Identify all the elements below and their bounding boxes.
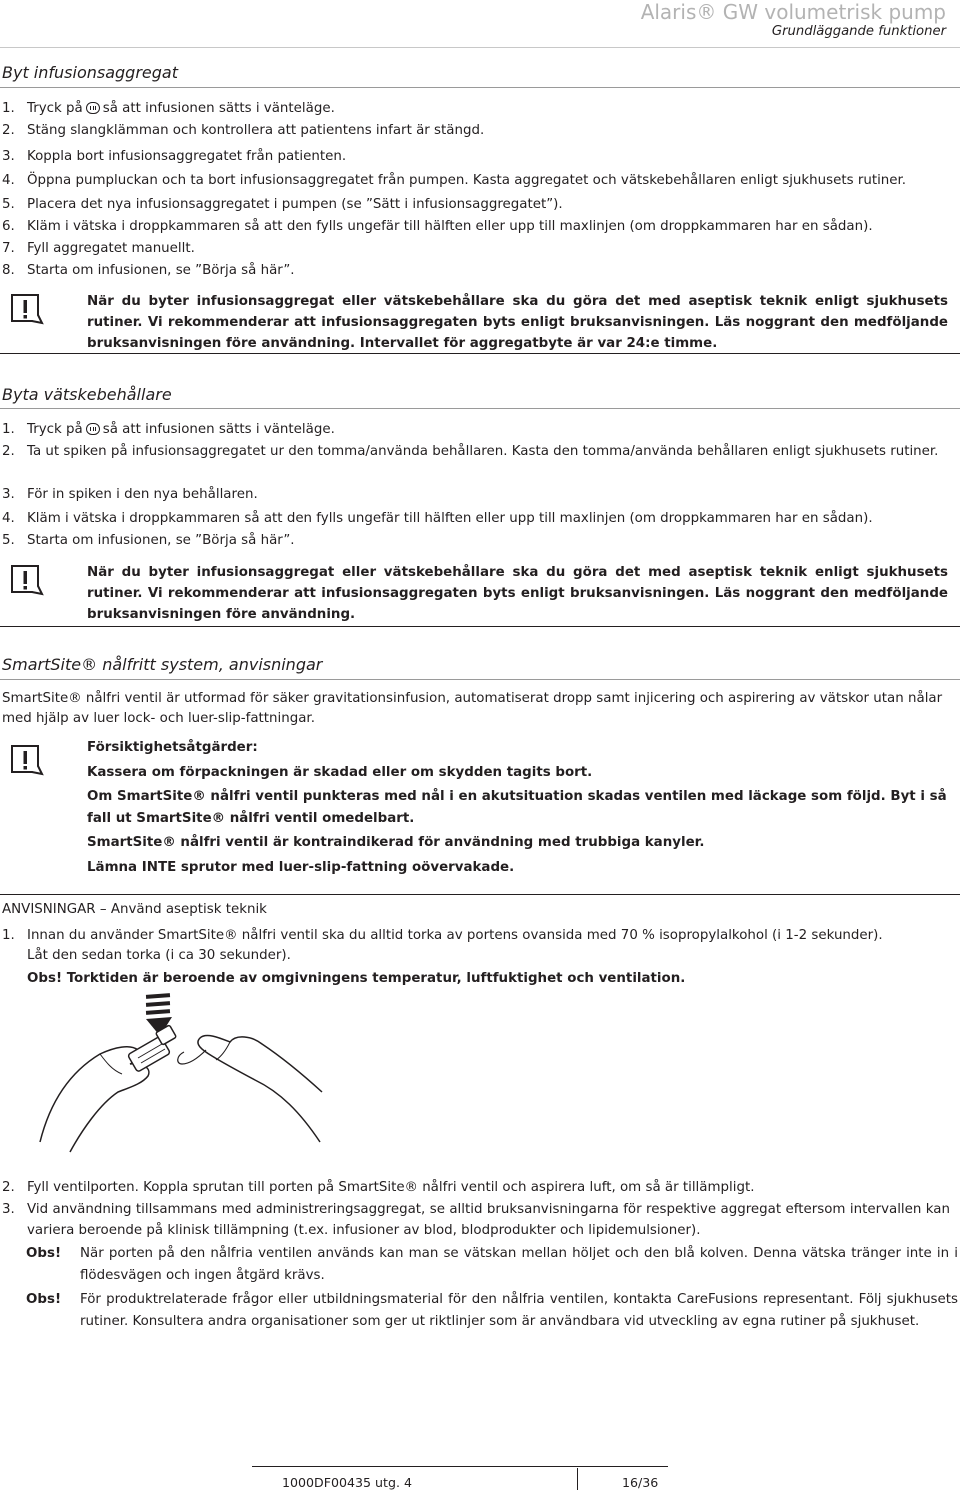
list-item: 5. Starta om infusionen, se ”Börja så här”. bbox=[2, 533, 295, 548]
document-id: 1000DF00435 utg. 4 bbox=[282, 1475, 412, 1490]
section-heading-smartsite: SmartSite® nålfritt system, anvisningar bbox=[2, 655, 323, 674]
list-item: 6. Kläm i vätska i droppkammaren så att den fylls ungefär till hälften eller upp till maxlinjen (om droppkammaren har en sådan). bbox=[2, 219, 873, 234]
section-heading-byta-vatskebehallare: Byta vätskebehållare bbox=[2, 385, 172, 404]
warning-text: När du byter infusionsaggregat eller vätskebehållare ska du göra det med aseptisk teknik enligt sjukhusets rutiner. Vi rekommenderar att infusionsaggregaten byts enligt bruksanvisningen. Läs noggrant den medföljande bruksanvisningen före användning. bbox=[87, 565, 948, 622]
warning-text: När du byter infusionsaggregat eller vätskebehållare ska du göra det med aseptisk teknik enligt sjukhusets rutiner. Vi rekommenderar att infusionsaggregaten byts enligt bruksanvisningen. Läs noggrant den medföljande bruksanvisningen före användning. Intervallet för aggregatbyte är var 24:e timme. bbox=[87, 294, 948, 351]
disinfection-illustration bbox=[30, 992, 330, 1162]
list-item: 3. Vid användning tillsammans med administreringsaggregat, se alltid bruksanvisningarna för respektive aggregat eftersom intervallen kan variera beroende på klinisk tillämpning (t.ex. infusioner av blod, blodprodukter och lipidemulsioner). bbox=[2, 1202, 950, 1239]
caution-line: Om SmartSite® nålfri ventil punkteras med nål i en akutsituation skadas ventilen med läckage som följd. Byt i så fall ut SmartSite® nålfri ventil omedelbart. bbox=[87, 789, 947, 826]
warning-icon bbox=[10, 564, 44, 598]
list-item: 3. För in spiken i den nya behållaren. bbox=[2, 487, 258, 502]
caution-box bbox=[0, 736, 960, 895]
caution-line: Kassera om förpackningen är skadad eller om skydden tagits bort. bbox=[87, 764, 593, 780]
instructions-title: ANVISNINGAR – Använd aseptisk teknik bbox=[2, 902, 267, 917]
list-item: 7. Fyll aggregatet manuellt. bbox=[2, 241, 195, 256]
pause-button-icon bbox=[86, 423, 100, 435]
warning-box bbox=[0, 556, 960, 627]
obs-note: Obs! För produktrelaterade frågor eller utbildningsmaterial för den nålfria ventilen, kontakta CareFusions representant. Följ sjukhusets rutiner. Konsultera andra organisationer som ger ut riktlinjer som är användbara vid utveckling av egna rutiner på sjukhuset. bbox=[26, 1292, 958, 1329]
section-divider bbox=[0, 87, 960, 88]
list-item: 1. Tryck på så att infusionen sätts i vänteläge. bbox=[2, 101, 335, 116]
list-item: 2. Stäng slangklämman och kontrollera att patientens infart är stängd. bbox=[2, 123, 485, 138]
pause-button-icon bbox=[86, 102, 100, 114]
list-item: 2. Fyll ventilporten. Koppla sprutan till porten på SmartSite® nålfri ventil och aspirera luft, om så är tillämpligt. bbox=[2, 1180, 755, 1195]
list-item-continuation: Låt den sedan torka (i ca 30 sekunder). bbox=[27, 948, 291, 963]
document-title: Alaris® GW volumetrisk pump bbox=[640, 0, 946, 24]
intro-paragraph: SmartSite® nålfri ventil är utformad för säker gravitationsinfusion, automatiserat dropp samt injicering och aspirering av vätskor utan nålar med hjälp av luer lock- och luer-slip-fattningar. bbox=[2, 691, 943, 727]
obs-note: Obs! Torktiden är beroende av omgivningens temperatur, luftfuktighet och ventilation. bbox=[27, 971, 686, 986]
footer-divider bbox=[252, 1466, 668, 1467]
caution-line: SmartSite® nålfri ventil är kontraindikerad för användning med trubbiga kanyler. bbox=[87, 835, 705, 850]
list-item: 2. Ta ut spiken på infusionsaggregatet ur den tomma/använda behållaren. Kasta den tomma/använda behållaren enligt sjukhusets rutiner. bbox=[2, 444, 939, 459]
warning-box bbox=[0, 285, 960, 354]
section-heading-byt-infusionsaggregat: Byt infusionsaggregat bbox=[2, 63, 178, 82]
section-divider bbox=[0, 408, 960, 409]
list-item: 8. Starta om infusionen, se ”Börja så här”. bbox=[2, 263, 295, 278]
document-subtitle: Grundläggande funktioner bbox=[771, 24, 946, 39]
section-divider bbox=[0, 679, 960, 680]
list-item: 1. Innan du använder SmartSite® nålfri ventil ska du alltid torka av portens ovansida med 70 % isopropylalkohol (i 1-2 sekunder). bbox=[2, 928, 883, 943]
obs-note: Obs! När porten på den nålfria ventilen används kan man se vätskan mellan höljet och den blå kolven. Denna vätska tränger inte in i flödesvägen och ingen åtgärd krävs. bbox=[26, 1246, 958, 1283]
footer-separator bbox=[577, 1468, 578, 1490]
header-divider bbox=[0, 47, 960, 48]
list-item: 4. Kläm i vätska i droppkammaren så att den fylls ungefär till hälften eller upp till maxlinjen (om droppkammaren har en sådan). bbox=[2, 511, 873, 526]
caution-text bbox=[87, 737, 948, 881]
warning-icon bbox=[10, 293, 44, 327]
list-item: 1. Tryck på så att infusionen sätts i vänteläge. bbox=[2, 422, 335, 437]
list-item: 5. Placera det nya infusionsaggregatet i pumpen (se ”Sätt i infusionsaggregatet”). bbox=[2, 197, 563, 212]
page-number: 16/36 bbox=[622, 1475, 659, 1490]
caution-line: Lämna INTE sprutor med luer-slip-fattning oövervakade. bbox=[87, 859, 515, 875]
caution-title: Försiktighetsåtgärder: bbox=[87, 740, 258, 755]
list-item: 4. Öppna pumpluckan och ta bort infusionsaggregatet från pumpen. Kasta aggregatet och vätskebehållaren enligt sjukhusets rutiner. bbox=[2, 173, 907, 188]
warning-icon bbox=[10, 744, 44, 778]
list-item: 3. Koppla bort infusionsaggregatet från patienten. bbox=[2, 149, 347, 164]
